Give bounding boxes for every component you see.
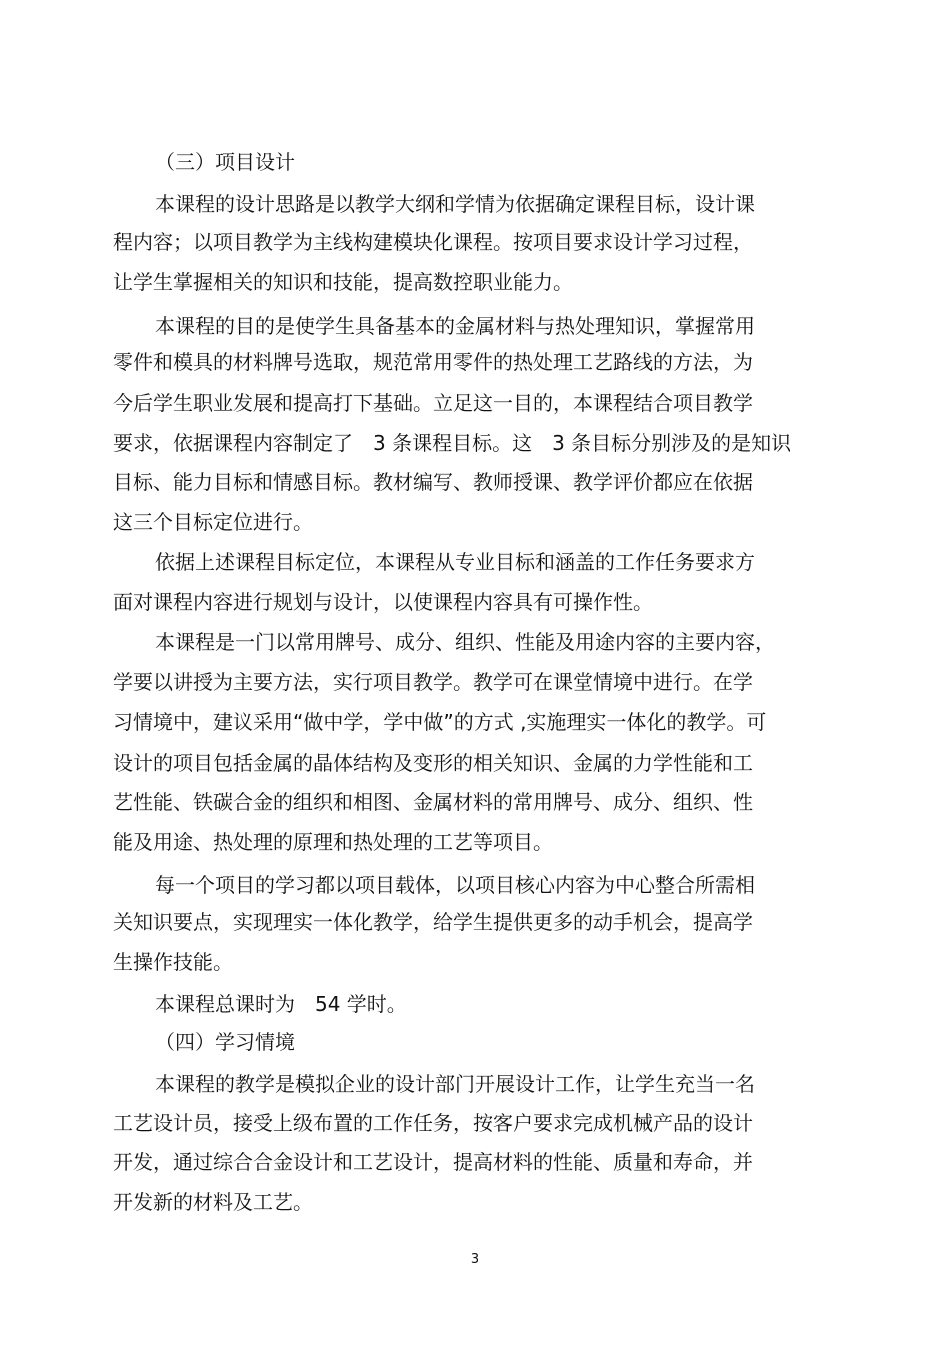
paragraph-line: 习情境中，建议采用“做中学，学中做”的方式 ,实施理实一体化的教学。可 [113, 710, 767, 734]
paragraph-line: 工艺设计员，接受上级布置的工作任务，按客户要求完成机械产品的设计 [113, 1111, 753, 1135]
paragraph-line: 本课程的目的是使学生具备基本的金属材料与热处理知识，掌握常用 [155, 314, 755, 338]
paragraph-line: 这三个目标定位进行。 [113, 510, 313, 534]
page-number: 3 [470, 1252, 480, 1267]
paragraph-line: 本课程总课时为 54 学时。 [155, 992, 407, 1016]
paragraph-line: 开发新的材料及工艺。 [113, 1190, 313, 1214]
paragraph-line: 依据上述课程目标定位，本课程从专业目标和涵盖的工作任务要求方 [155, 550, 755, 574]
paragraph-line: 目标、能力目标和情感目标。教材编写、教师授课、教学评价都应在依据 [113, 470, 753, 494]
paragraph-line: 关知识要点，实现理实一体化教学，给学生提供更多的动手机会，提高学 [113, 910, 753, 934]
paragraph-line: 本课程的教学是模拟企业的设计部门开展设计工作，让学生充当一名 [155, 1072, 755, 1096]
paragraph-line: 面对课程内容进行规划与设计，以使课程内容具有可操作性。 [113, 590, 653, 614]
paragraph-line: 零件和模具的材料牌号选取，规范常用零件的热处理工艺路线的方法，为 [113, 350, 753, 374]
section-heading-learning-context: （四）学习情境 [155, 1030, 295, 1054]
paragraph-line: 程内容；以项目教学为主线构建模块化课程。按项目要求设计学习过程， [113, 230, 753, 254]
paragraph-line: 让学生掌握相关的知识和技能，提高数控职业能力。 [113, 270, 573, 294]
paragraph-line: 学要以讲授为主要方法，实行项目教学。教学可在课堂情境中进行。在学 [113, 670, 753, 694]
paragraph-line: 能及用途、热处理的原理和热处理的工艺等项目。 [113, 830, 553, 854]
paragraph-line: 本课程是一门以常用牌号、成分、组织、性能及用途内容的主要内容， [155, 630, 775, 654]
paragraph-line: 要求，依据课程内容制定了 3 条课程目标。这 3 条目标分别涉及的是知识 [113, 431, 792, 455]
paragraph-line: 生操作技能。 [113, 950, 233, 974]
section-heading-project-design: （三）项目设计 [155, 150, 295, 174]
paragraph-line: 今后学生职业发展和提高打下基础。立足这一目的，本课程结合项目教学 [113, 391, 753, 415]
paragraph-line: 每一个项目的学习都以项目载体，以项目核心内容为中心整合所需相 [155, 873, 755, 897]
paragraph-line: 开发，通过综合合金设计和工艺设计，提高材料的性能、质量和寿命，并 [113, 1150, 753, 1174]
paragraph-line: 设计的项目包括金属的晶体结构及变形的相关知识、金属的力学性能和工 [113, 751, 753, 775]
paragraph-line: 本课程的设计思路是以教学大纲和学情为依据确定课程目标，设计课 [155, 192, 755, 216]
paragraph-line: 艺性能、铁碳合金的组织和相图、金属材料的常用牌号、成分、组织、性 [113, 790, 753, 814]
